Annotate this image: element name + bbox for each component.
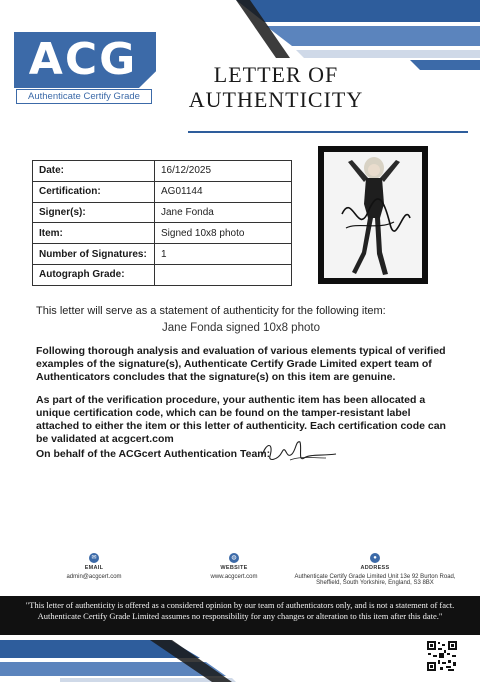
table-row	[33, 244, 292, 265]
website-label: WEBSITE	[220, 565, 248, 571]
statement-text: This letter will serve as a statement of authenticity for the following item:	[36, 305, 386, 317]
row-value: Signed 10x8 photo	[155, 223, 292, 244]
table-row	[33, 223, 292, 244]
qr-code-icon[interactable]	[426, 640, 458, 672]
row-label: Number of Signatures:	[33, 244, 155, 265]
row-label: Certification:	[33, 181, 155, 202]
signed-photo-frame	[318, 146, 428, 284]
row-label: Autograph Grade:	[33, 264, 155, 285]
envelope-icon: ✉	[89, 553, 99, 563]
title-divider	[188, 131, 468, 133]
analysis-paragraph: Following thorough analysis and evaluation of various elements typical of verified examples of the signature(s), Authenticate Certify Grade Limited expert team of Authenticators concludes that the signature(s) on this item are genuine.	[36, 345, 446, 383]
details-table	[32, 160, 292, 286]
table-row	[33, 202, 292, 223]
location-pin-icon: ●	[370, 553, 380, 563]
email-label: EMAIL	[84, 565, 104, 571]
row-label: Signer(s):	[33, 202, 155, 223]
contact-website	[196, 553, 272, 580]
table-row	[33, 264, 292, 285]
logo-text: ACG	[28, 34, 138, 85]
item-name: Jane Fonda signed 10x8 photo	[162, 322, 320, 334]
row-value: Jane Fonda	[155, 202, 292, 223]
figure-illustration	[324, 152, 422, 278]
row-label: Date:	[33, 161, 155, 182]
behalf-line: On behalf of the ACGcert Authentication Team:	[36, 448, 271, 460]
table-row	[33, 181, 292, 202]
bottom-decorative-stripes	[0, 610, 480, 682]
title-line-2: AUTHENTICITY	[188, 87, 364, 112]
row-value: AG01144	[155, 181, 292, 202]
row-label: Item:	[33, 223, 155, 244]
contact-email	[56, 553, 132, 580]
email-value[interactable]: admin@acgcert.com	[66, 574, 122, 580]
signed-photo	[324, 152, 422, 278]
verification-paragraph: As part of the verification procedure, your authentic item has been allocated a unique certification code, which can be found on the tamper-resistant label attached to either the item or this letter of authenticity. Each certification code can be validated at acgcert.com	[36, 394, 446, 445]
document-title	[176, 62, 376, 112]
row-value: 1	[155, 244, 292, 265]
address-value: Authenticate Certify Grade Limited Unit 13e 92 Burton Road, Sheffield, South Yorkshire, England, S3 8BX	[294, 574, 456, 586]
authenticator-signature	[256, 436, 340, 468]
disclaimer-band: "This letter of authenticity is offered as a considered opinion by our team of authenticators only, and is not a statement of fact. Authenticate Certify Grade Limited assumes no responsibility for any changes or alteration to this item after this date."	[0, 596, 480, 635]
title-line-1: LETTER OF	[213, 62, 339, 87]
globe-icon: ◍	[229, 553, 239, 563]
row-value	[155, 264, 292, 285]
contact-address	[290, 553, 460, 586]
row-value: 16/12/2025	[155, 161, 292, 182]
website-value[interactable]: www.acgcert.com	[210, 574, 258, 580]
table-row	[33, 161, 292, 182]
address-label: ADDRESS	[360, 565, 390, 571]
acg-logo	[14, 32, 156, 104]
logo-tagline: Authenticate Certify Grade	[16, 89, 152, 104]
